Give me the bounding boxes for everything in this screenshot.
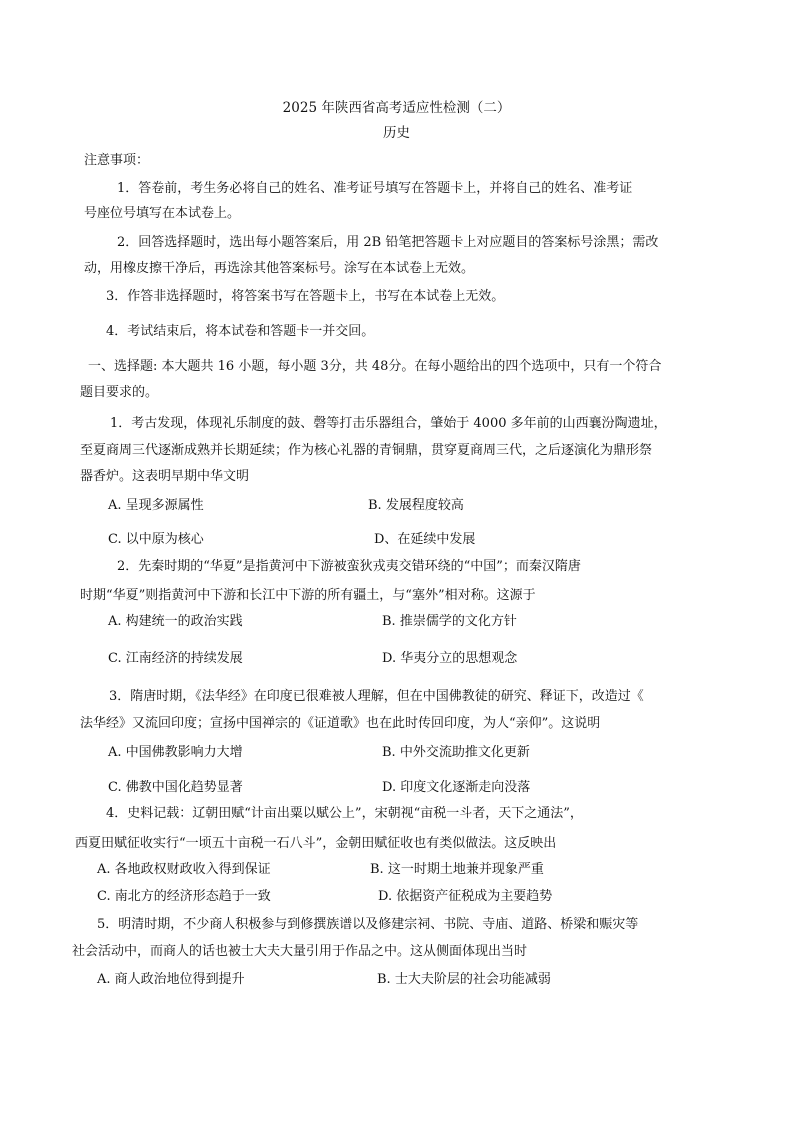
question-3-option-a: A. 中国佛教影响力大增 — [108, 745, 243, 760]
notice-item-1-cont: 号座位号填写在本试卷上。 — [84, 206, 241, 221]
question-4-stem: 西夏田赋征收实行“一顷五十亩税一石八斗”，金朝田赋征收也有类似做法。这反映出 — [75, 836, 557, 851]
question-1-option-d: D、在延续中发展 — [374, 532, 476, 547]
question-4-option-b: B. 这一时期土地兼并现象严重 — [370, 862, 544, 877]
question-5-stem: 5．明清时期，不少商人积极参与到修撰族谱以及修建宗祠、书院、寺庙、道路、桥梁和赈灾等 — [97, 917, 639, 932]
question-1-stem: 器香炉。这表明早期中华文明 — [80, 469, 250, 484]
notice-item-3: 3．作答非选择题时，将答案书写在答题卡上，书写在本试卷上无效。 — [106, 289, 505, 304]
section-heading-cont: 题目要求的。 — [80, 385, 159, 400]
question-2-option-a: A. 构建统一的政治实践 — [108, 614, 243, 629]
question-4-option-a: A. 各地政权财政收入得到保证 — [97, 862, 271, 877]
question-2-stem: 2．先秦时期的“华夏”是指黄河中下游被蛮狄戎夷交错环绕的“中国”；而秦汉隋唐 — [117, 559, 581, 574]
exam-title: 2025 年陕西省高考适应性检测（二） — [282, 100, 511, 116]
question-3-option-b: B. 中外交流助推文化更新 — [382, 745, 530, 760]
section-heading: 一、选择题: 本大题共 16 小题，每小题 3分，共 48分。在每小题给出的四个选项中，只有一个符合 — [88, 359, 662, 374]
question-2-option-b: B. 推崇儒学的文化方针 — [382, 614, 517, 629]
question-4-option-c: C. 南北方的经济形态趋于一致 — [97, 889, 271, 904]
question-2-stem: 时期“华夏”则指黄河中下游和长江中下游的所有疆土，与“塞外”相对称。这源于 — [80, 588, 536, 603]
question-1-option-a: A. 呈现多源属性 — [108, 498, 204, 513]
notice-item-1: 1．答卷前，考生务必将自己的姓名、准考证号填写在答题卡上，并将自己的姓名、准考证 — [117, 181, 633, 196]
question-1-stem: 至夏商周三代逐渐成熟并长期延续；作为核心礼器的青铜鼎，贯穿夏商周三代，之后逐演化为鼎形祭 — [80, 443, 653, 458]
question-2-option-c: C. 江南经济的持续发展 — [108, 651, 243, 666]
question-1-option-c: C. 以中原为核心 — [108, 532, 204, 547]
question-1-option-b: B. 发展程度较高 — [368, 498, 464, 513]
question-2-option-d: D. 华夷分立的思想观念 — [382, 651, 518, 666]
question-4-stem: 4．史料记载：辽朝田赋“计亩出粟以赋公上”，宋朝视“亩税一斗者，天下之通法”， — [106, 806, 583, 821]
question-3-option-d: D. 印度文化逐渐走向没落 — [382, 780, 531, 795]
exam-subject: 历史 — [383, 125, 410, 141]
notice-heading: 注意事项： — [84, 153, 150, 168]
notice-item-4: 4．考试结束后，将本试卷和答题卡一并交回。 — [106, 324, 375, 339]
question-5-option-b: B. 士大夫阶层的社会功能减弱 — [377, 972, 551, 987]
question-5-stem: 社会活动中，而商人的话也被士大夫大量引用于作品之中。这从侧面体现出当时 — [72, 944, 528, 959]
question-3-stem: 法华经》又流回印度；宣扬中国禅宗的《证道歌》也在此时传回印度，为人“亲仰”。这说明 — [80, 716, 601, 731]
notice-item-2: 2．回答选择题时，选出每小题答案后，用 2B 铅笔把答题卡上对应题目的答案标号涂黑；需改 — [117, 235, 659, 250]
question-5-option-a: A. 商人政治地位得到提升 — [97, 972, 245, 987]
question-3-stem: 3．隋唐时期，《法华经》在印度已很难被人理解，但在中国佛教徒的研究、释证下，改造过《 — [109, 689, 644, 704]
question-1-stem: 1．考古发现，体现礼乐制度的鼓、磬等打击乐器组合，肇始于 4000 多年前的山西襄汾陶遗址， — [110, 416, 667, 431]
notice-item-2-cont: 动，用橡皮擦干净后，再选涂其他答案标号。涂写在本试卷上无效。 — [84, 261, 475, 276]
question-4-option-d: D. 依据资产征税成为主要趋势 — [378, 889, 553, 904]
question-3-option-c: C. 佛教中国化趋势显著 — [108, 780, 243, 795]
